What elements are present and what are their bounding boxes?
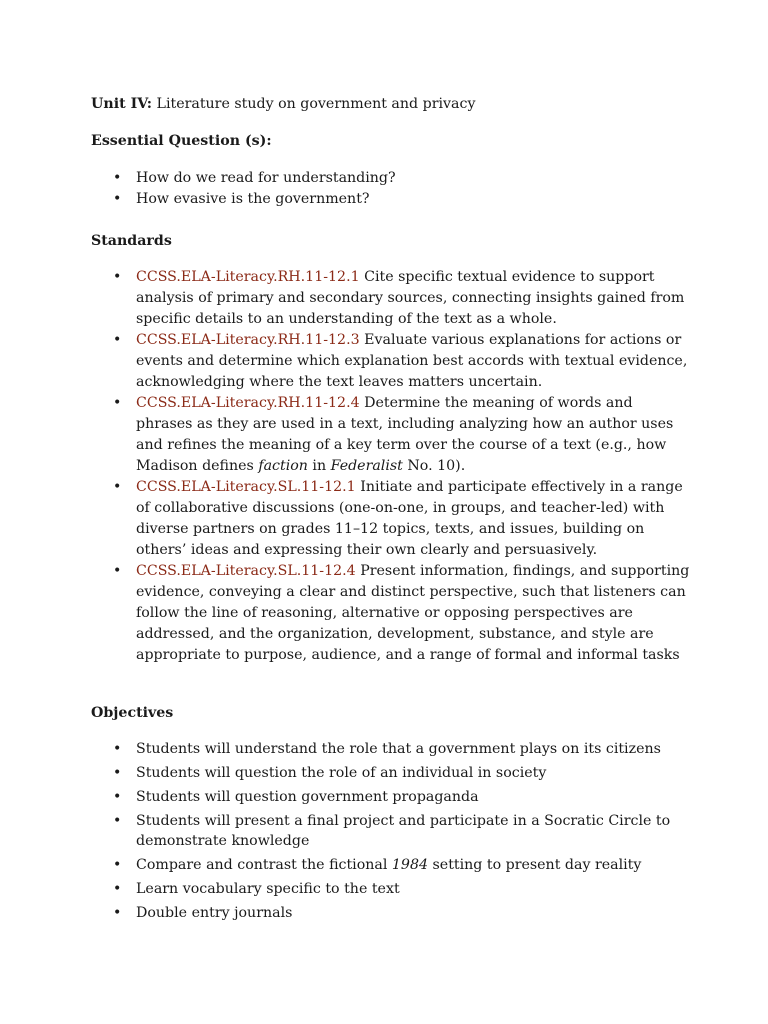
standards-heading: Standards xyxy=(91,233,172,249)
objective-text: Students will present a final project and participate in a Socratic Circle to demonstrate knowledge xyxy=(136,813,671,849)
list-item xyxy=(91,879,691,899)
list-item xyxy=(91,787,691,807)
objective-text: setting to present day reality xyxy=(428,857,642,873)
objectives-list xyxy=(91,739,691,927)
bullet-icon: • xyxy=(113,170,122,186)
question-text: How do we read for understanding? xyxy=(136,170,396,186)
bullet-icon: • xyxy=(113,191,122,207)
standard-code-link[interactable]: CCSS.ELA-Literacy.SL.11-12.4 xyxy=(136,563,356,579)
italic-title: Federalist xyxy=(330,458,403,474)
bullet-icon: • xyxy=(113,765,122,781)
standard-text: Evaluate various explanations for actions or events and determine which explanation best accords with textual evidence, acknowledging where the text leaves matters uncertain. xyxy=(136,332,688,390)
essential-question-heading: Essential Question (s): xyxy=(91,133,272,149)
standard-text: Cite specific textual evidence to support analysis of primary and secondary sources, connecting insights gained from specific details to an understanding of the text as a whole. xyxy=(136,269,685,327)
italic-term: faction xyxy=(258,458,308,474)
bullet-icon: • xyxy=(113,563,122,579)
objective-text: Students will question government propaganda xyxy=(136,789,479,805)
standards-list xyxy=(91,267,691,666)
list-item xyxy=(91,763,691,783)
question-text: How evasive is the government? xyxy=(136,191,370,207)
standard-item xyxy=(91,267,691,330)
bullet-icon: • xyxy=(113,269,122,285)
unit-title xyxy=(91,94,475,114)
list-item xyxy=(91,189,396,210)
standard-code-link[interactable]: CCSS.ELA-Literacy.RH.11-12.4 xyxy=(136,395,360,411)
bullet-icon: • xyxy=(113,789,122,805)
standard-item xyxy=(91,330,691,393)
standard-code-link[interactable]: CCSS.ELA-Literacy.RH.11-12.1 xyxy=(136,269,360,285)
standard-text: Determine the meaning of words and phrases as they are used in a text, including analyzing how an author uses and refines the meaning of a key term over the course of a text (e.g., how Madison defines xyxy=(136,395,674,474)
list-item xyxy=(91,739,691,759)
standard-text: in xyxy=(307,458,331,474)
standard-item xyxy=(91,393,691,477)
list-item xyxy=(91,811,691,851)
objective-text: Learn vocabulary specific to the text xyxy=(136,881,400,897)
bullet-icon: • xyxy=(113,395,122,411)
bullet-icon: • xyxy=(113,813,122,829)
standard-item xyxy=(91,561,691,666)
bullet-icon: • xyxy=(113,479,122,495)
objectives-heading: Objectives xyxy=(91,705,174,721)
objective-text: Students will understand the role that a government plays on its citizens xyxy=(136,741,661,757)
bullet-icon: • xyxy=(113,905,122,921)
standard-item xyxy=(91,477,691,561)
objective-text: Students will question the role of an individual in society xyxy=(136,765,547,781)
bullet-icon: • xyxy=(113,857,122,873)
bullet-icon: • xyxy=(113,741,122,757)
essential-question-list xyxy=(91,168,396,210)
standard-code-link[interactable]: CCSS.ELA-Literacy.RH.11-12.3 xyxy=(136,332,360,348)
bullet-icon: • xyxy=(113,881,122,897)
list-item xyxy=(91,903,691,923)
list-item xyxy=(91,168,396,189)
objective-text: Compare and contrast the fictional xyxy=(136,857,392,873)
unit-label: Unit IV: xyxy=(91,96,153,112)
bullet-icon: • xyxy=(113,332,122,348)
objective-text: Double entry journals xyxy=(136,905,293,921)
unit-title-text: Literature study on government and privacy xyxy=(156,96,476,112)
italic-title: 1984 xyxy=(391,857,429,873)
standard-text: Present information, findings, and supporting evidence, conveying a clear and distinct perspective, such that listeners can follow the line of reasoning, alternative or opposing perspectives are addressed, and the organization, development, substance, and style are appropriate to purpose, audience, and a range of formal and informal tasks xyxy=(136,563,690,663)
standard-text: Initiate and participate effectively in a range of collaborative discussions (one-on-one, in groups, and teacher-led) with diverse partners on grades 11–12 topics, texts, and issues, building on others’ ideas and expressing their own clearly and persuasively. xyxy=(136,479,683,558)
standard-code-link[interactable]: CCSS.ELA-Literacy.SL.11-12.1 xyxy=(136,479,356,495)
standard-text: No. 10). xyxy=(402,458,466,474)
list-item xyxy=(91,855,691,875)
